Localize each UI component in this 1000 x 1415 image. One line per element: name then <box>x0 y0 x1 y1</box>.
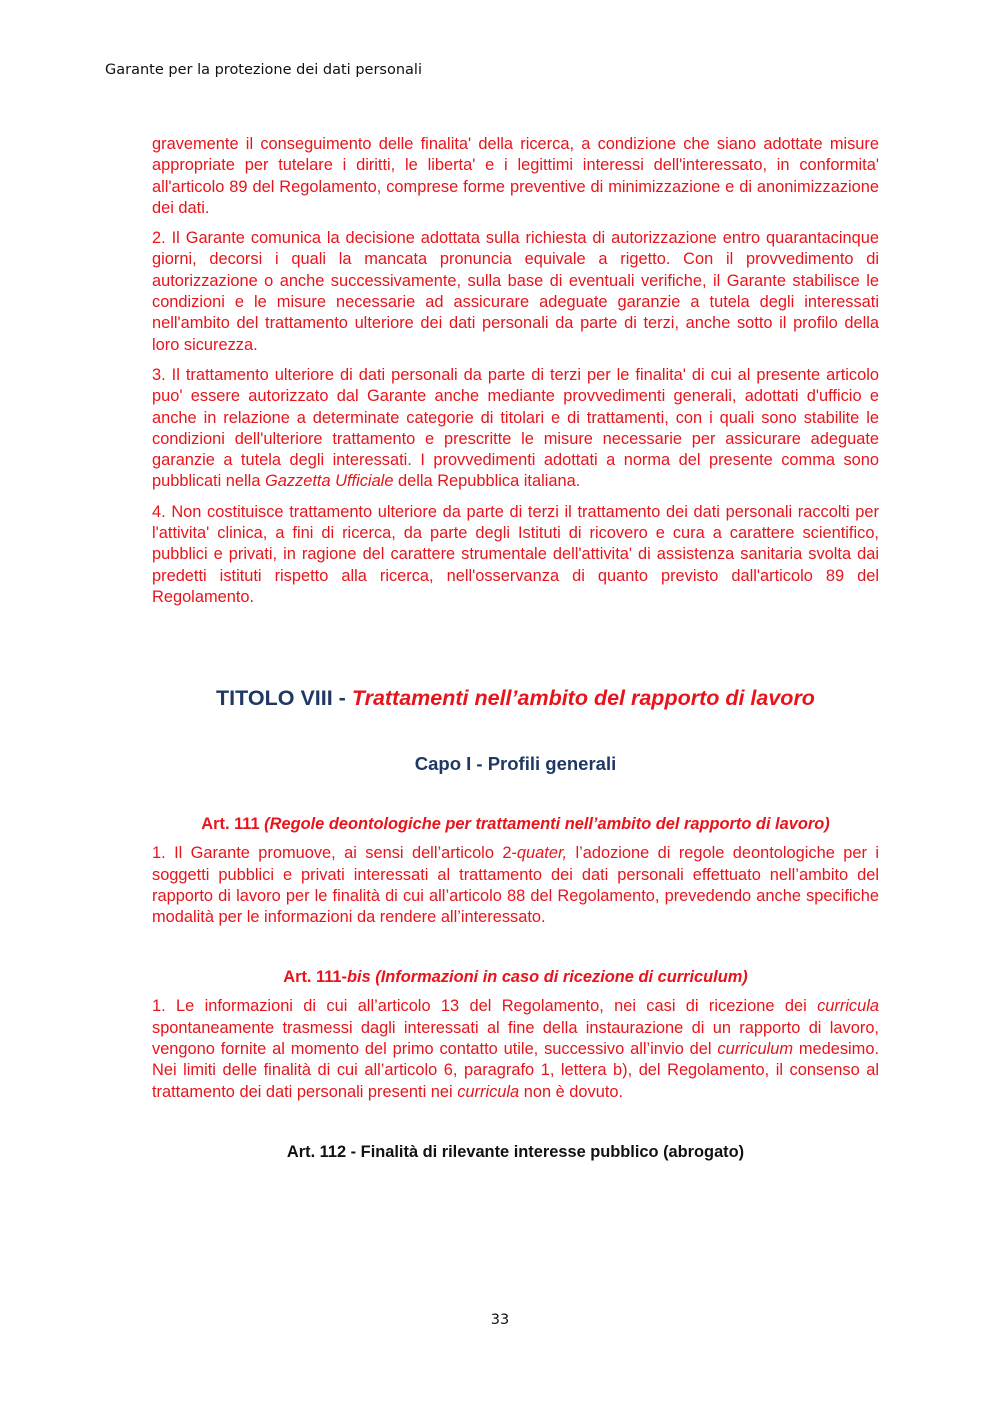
titolo-title: Trattamenti nell’ambito del rapporto di lavoro <box>351 686 815 711</box>
paragraph-3 <box>152 365 879 493</box>
page-number: 33 <box>490 1312 510 1328</box>
art-111-bis-number: Art. 111- <box>283 968 348 987</box>
art-111-bis-text-3: medesimo. Nei limiti delle finalità di cui all’articolo 6, paragrafo 1, lettera b), del Regolamento, il consenso al trattamento dei dati personali presenti nei <box>152 1040 880 1101</box>
paragraph-continuation: gravemente il conseguimento delle finalita' della ricerca, a condizione che siano adottate misure appropriate per tutelare i diritti, le liberta' e i legittimi interessi dell'interessato, in conformita' all'articolo 89 del Regolamento, comprese forme preventive di minimizzazione e di anonimizzazione dei dati. <box>152 135 879 217</box>
art-111-text-b: l’adozione di regole deontologiche per i soggetti pubblici e privati interessati al trattamento dei dati personali effettuato nell’ambito del rapporto di lavoro per le finalità di cui all’articolo 88 del Regolamento, prevedendo anche specifiche modalità per le informazioni da rendere all’interessato. <box>152 844 879 927</box>
art-111-text-a: 1. Il Garante promuove, ai sensi dell’articolo 2- <box>152 844 517 863</box>
quater-italic: quater, <box>516 844 568 863</box>
art-111-paragraph-1 <box>152 843 879 928</box>
art-111-number: Art. 111 <box>201 815 265 834</box>
curriculum-italic: curriculum <box>717 1040 793 1059</box>
art-111-bis-text-1: 1. Le informazioni di cui all’articolo 13 del Regolamento, nei casi di ricezione dei <box>152 997 818 1016</box>
curricula-italic-2: curricula <box>457 1082 520 1101</box>
paragraph-4: 4. Non costituisce trattamento ulteriore da parte di terzi il trattamento dei dati personali raccolti per l'attivita' clinica, a fini di ricerca, da parte degli Istituti di ricovero e cura a carattere scientifico, pubblici e privati, in ragione del carattere strumentale dell'attivita' di assistenza sanitaria svolta dai predetti istituti rispetto alla ricerca, nell'osservanza di quanto previsto dall'articolo 89 del Regolamento. <box>152 502 879 606</box>
gazzetta-ufficiale-italic: Gazzetta Ufficiale <box>265 472 394 491</box>
curricula-italic-1: curricula <box>817 997 879 1016</box>
paragraph-2: 2. Il Garante comunica la decisione adottata sulla richiesta di autorizzazione entro quarantacinque giorni, decorsi i quali la mancata pronuncia equivale a rigetto. Con il provvedimento di autorizzazione o anche successivamente, sulla base di eventuali verifiche, il Garante stabilisce le condizioni e le misure necessarie ad assicurare adeguate garanzie a tutela degli interessati nell'ambito del trattamento ulteriore dei dati personali da parte di terzi, anche sotto il profilo della loro sicurezza. <box>152 229 879 354</box>
art-111-heading <box>152 815 879 834</box>
art-111-title: (Regole deontologiche per trattamenti nell’ambito del rapporto di lavoro) <box>264 815 830 834</box>
paragraph-3-text-a: 3. Il trattamento ulteriore di dati personali da parte di terzi per le finalita' di cui al presente articolo puo' essere autorizzato dal Garante anche mediante provvedimenti generali, adottati d'ufficio e anche in relazione a determinate categorie di titolari e di trattamenti, con i quali sono stabilite le condizioni dell'ulteriore trattamento e prescritte le misure necessarie per assicurare adeguate garanzie a tutela degli interessati. I provvedimenti adottati a norma del presente comma sono pubblicati nella <box>152 365 879 491</box>
running-header: Garante per la protezione dei dati personali <box>105 62 422 78</box>
art-111-bis-text-2: spontaneamente trasmessi dagli interessati al fine della instaurazione di un rapporto di lavoro, vengono fornite al momento del primo contatto utile, successivo all’invio del <box>152 1018 879 1059</box>
titolo-label: TITOLO VIII - <box>216 686 352 711</box>
capo-heading: Capo I - Profili generali <box>414 753 617 775</box>
art-111-bis-title: bis (Informazioni in caso di ricezione di curriculum) <box>347 968 748 987</box>
paragraph-3-text-b: della Repubblica italiana. <box>393 472 581 491</box>
art-111-bis-paragraph-1 <box>152 996 879 1102</box>
art-111-bis-text-4: non è dovuto. <box>519 1082 624 1101</box>
titolo-heading <box>152 686 879 711</box>
art-112-heading: Art. 112 - Finalità di rilevante interesse pubblico (abrogato) <box>286 1142 745 1161</box>
page-content <box>152 134 879 1171</box>
art-111-bis-heading <box>152 968 879 987</box>
